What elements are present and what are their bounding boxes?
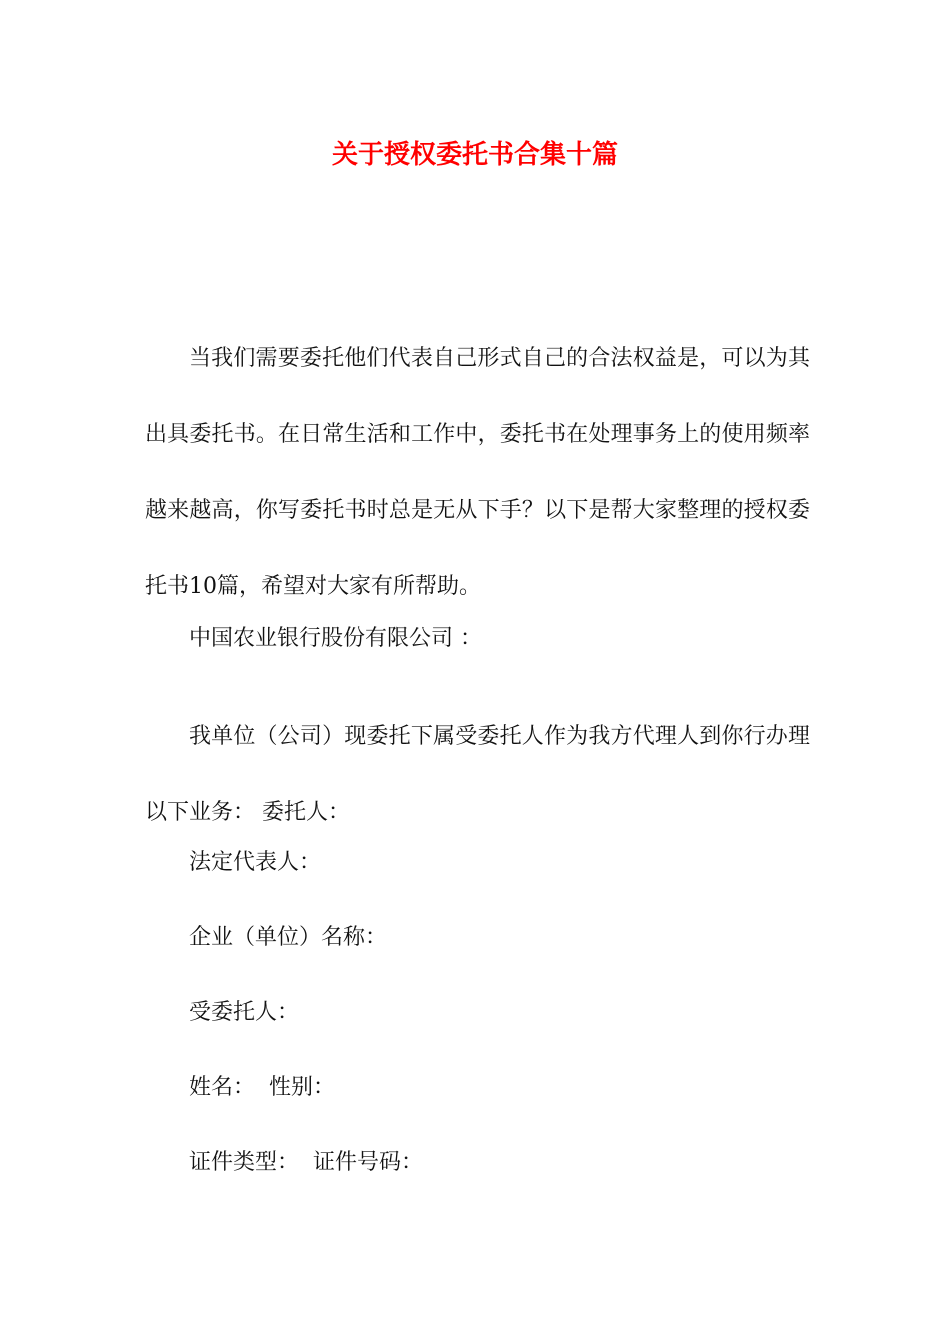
statement-paragraph: 我单位（公司）现委托下属受委托人作为我方代理人到你行办理以下业务： 委托人： bbox=[145, 724, 810, 825]
addressee-line: 中国农业银行股份有限公司 ： bbox=[189, 626, 482, 651]
intro-paragraph: 当我们需要委托他们代表自己形式自己的合法权益是，可以为其出具委托书。在日常生活和工作中，委托书在处理事务上的使用频率越来越高，你写委托书时总是无从下手？以下是帮大家整理的授权委托书10篇，希望对大家有所帮助。 bbox=[145, 346, 810, 599]
name-gender-field: 姓名： 性别： bbox=[189, 1075, 335, 1100]
id-type-number-field: 证件类型： 证件号码： bbox=[189, 1150, 423, 1175]
document-title: 关于授权委托书合集十篇 bbox=[331, 140, 618, 170]
company-name-field: 企业（单位）名称： bbox=[189, 925, 388, 950]
legal-representative-field: 法定代表人： bbox=[189, 850, 322, 875]
trustee-field: 受委托人： bbox=[189, 1000, 300, 1025]
